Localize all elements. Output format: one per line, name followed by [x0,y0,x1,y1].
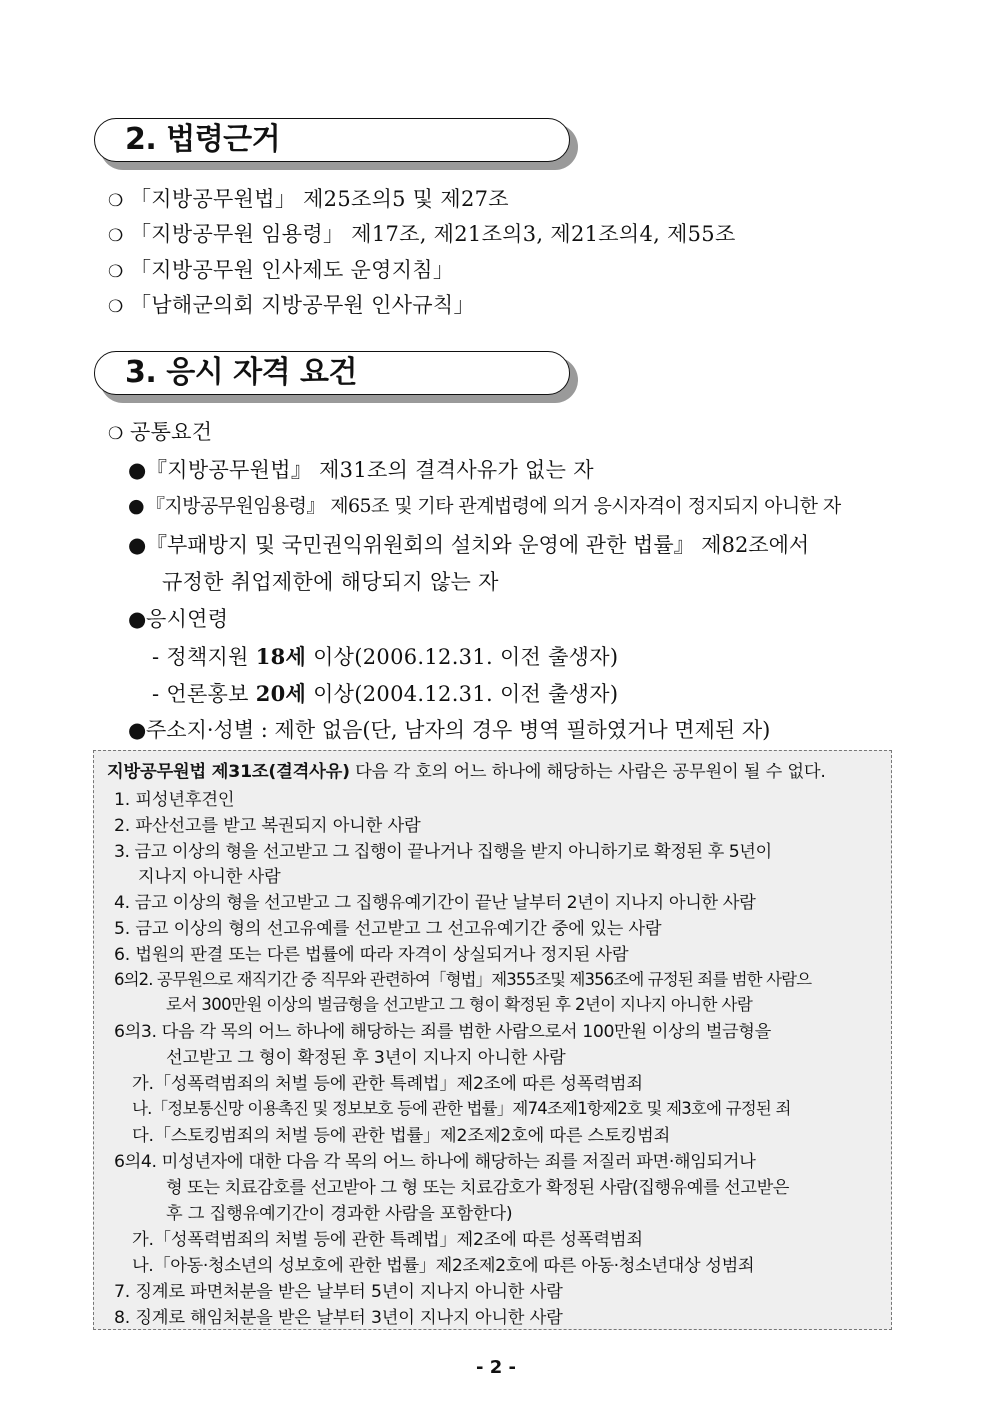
box-line: 3. 금고 이상의 형을 선고받고 그 집행이 끝나거나 집행을 받지 아니하기로 확정된 후 5년이 [114,842,772,862]
box-line: 나.「정보통신망 이용촉진 및 정보보호 등에 관한 법률」제74조제1항제2호 및 제3호에 규정된 죄 [132,1099,791,1118]
page-number: - 2 - [476,1357,516,1378]
legal-basis-item: ❍ 「지방공무원 임용령」 제17조, 제21조의3, 제21조의4, 제55조 [108,222,736,246]
section-title: 2. 법령근거 [94,118,570,162]
box-line: 8. 징계로 해임처분을 받은 날부터 3년이 지나지 아니한 사람 [114,1308,563,1328]
circle-bullet-icon: ❍ [108,226,124,246]
age-row: - 언론홍보 20세 이상(2004.12.31. 이전 출생자) [152,681,619,706]
requirement-item: ●주소지·성별 : 제한 없음(단, 남자의 경우 병역 필하였거나 면제된 자) [128,718,771,742]
section-heading-requirements [94,351,578,399]
box-line: 선고받고 그 형이 확정된 후 3년이 지나지 아니한 사람 [166,1048,566,1068]
dot-bullet-icon: ● [128,607,147,631]
box-line: 가.「성폭력범죄의 처벌 등에 관한 특례법」제2조에 따른 성폭력범죄 [132,1074,643,1094]
dot-bullet-icon: ● [128,495,144,517]
box-line: 형 또는 치료감호를 선고받아 그 형 또는 치료감호가 확정된 사람(집행유예를 선고받은 [166,1178,789,1198]
age-row: - 정책지원 18세 이상(2006.12.31. 이전 출생자) [152,644,619,669]
box-title: 지방공무원법 제31조(결격사유) 다음 각 호의 어느 하나에 해당하는 사람은 공무원이 될 수 없다. [107,762,826,782]
dot-bullet-icon: ● [128,458,147,482]
legal-basis-item: ❍ 「지방공무원 인사제도 운영지침」 [108,258,455,282]
box-line: 6의4. 미성년자에 대한 다음 각 목의 어느 하나에 해당하는 죄를 저질러 파면·해임되거나 [114,1152,756,1172]
dot-bullet-icon: ● [128,533,147,557]
legal-basis-item: ❍ 「지방공무원법」 제25조의5 및 제27조 [108,187,509,211]
disqualification-box [93,750,892,1330]
box-line: 다.「스토킹범죄의 처벌 등에 관한 법률」제2조제2호에 따른 스토킹범죄 [132,1126,671,1146]
circle-bullet-icon: ❍ [108,424,124,444]
legal-basis-item: ❍ 「남해군의회 지방공무원 인사규칙」 [108,293,475,317]
circle-bullet-icon: ❍ [108,262,124,282]
box-line: 2. 파산선고를 받고 복권되지 아니한 사람 [114,816,421,836]
requirements-heading: ❍ 공통요건 [108,420,213,444]
box-line: 나.「아동·청소년의 성보호에 관한 법률」제2조제2호에 따른 아동·청소년대상 성범죄 [132,1256,755,1276]
box-line: 5. 금고 이상의 형의 선고유예를 선고받고 그 선고유예기간 중에 있는 사람 [114,919,662,939]
requirement-item: ●응시연령 [128,607,229,631]
circle-bullet-icon: ❍ [108,191,124,211]
box-line: 1. 피성년후견인 [114,790,235,810]
requirement-item: ● 『지방공무원임용령』 제65조 및 기타 관계법령에 의거 응시자격이 정지되지 아니한 자 [128,495,841,517]
circle-bullet-icon: ❍ [108,297,124,317]
requirement-item-continued: 규정한 취업제한에 해당되지 않는 자 [162,570,499,594]
box-line: 가.「성폭력범죄의 처벌 등에 관한 특례법」제2조에 따른 성폭력범죄 [132,1230,643,1250]
dot-bullet-icon: ● [128,718,147,742]
box-line: 6의2. 공무원으로 재직기간 중 직무와 관련하여「형법」제355조및 제356조에 규정된 죄를 범한 사람으 [114,970,812,989]
requirement-item: ●『부패방지 및 국민권익위원회의 설치와 운영에 관한 법률』 제82조에서 [128,533,810,557]
box-line: 로서 300만원 이상의 벌금형을 선고받고 그 형이 확정된 후 2년이 지나지 아니한 사람 [166,995,753,1014]
requirement-item: ●『지방공무원법』 제31조의 결격사유가 없는 자 [128,458,594,482]
box-line: 7. 징계로 파면처분을 받은 날부터 5년이 지나지 아니한 사람 [114,1282,563,1302]
box-line: 후 그 집행유예기간이 경과한 사람을 포함한다) [166,1204,513,1224]
box-line: 6의3. 다음 각 목의 어느 하나에 해당하는 죄를 범한 사람으로서 100만원 이상의 벌금형을 [114,1022,771,1042]
box-line: 6. 법원의 판결 또는 다른 법률에 따라 자격이 상실되거나 정지된 사람 [114,945,629,965]
section-title: 3. 응시 자격 요건 [94,351,570,395]
box-line: 지나지 아니한 사람 [138,867,281,887]
box-line: 4. 금고 이상의 형을 선고받고 그 집행유예기간이 끝난 날부터 2년이 지나지 아니한 사람 [114,893,756,913]
section-heading-legal-basis [94,118,578,166]
